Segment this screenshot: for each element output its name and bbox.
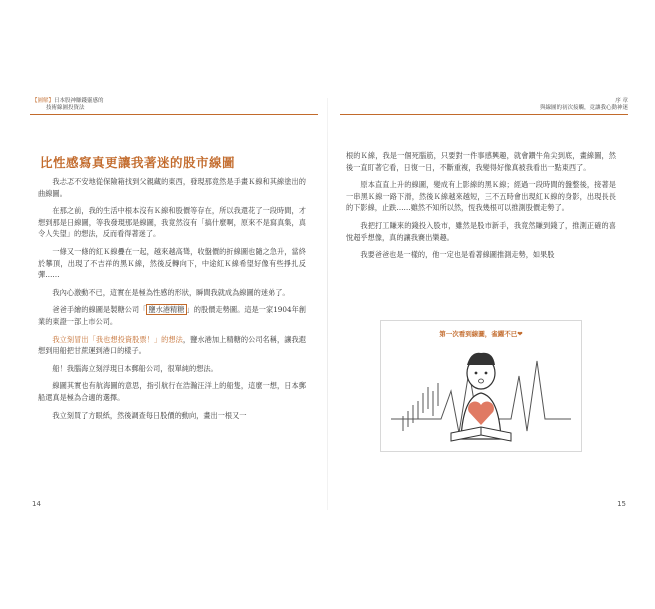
- left-header-rule: [30, 114, 318, 115]
- left-eye: [475, 372, 478, 375]
- header-line2: 技術線圖投資法: [46, 105, 85, 111]
- left-paragraph-8: 線圖其實也有航海圖的意思，指引航行在浩瀚汪洋上的船隻，這麼一想，日本郵船還真是極為合適的選擇。: [38, 381, 306, 402]
- highlight-phrase: 我立刻冒出「我也想投資股票！」的想法: [52, 334, 183, 344]
- header-subtitle: 與線圖的初次接觸，竟讓我心動神迷: [539, 105, 628, 111]
- header-chapter: 序 章: [615, 98, 628, 104]
- left-paragraph-5: 爸爸手繪的線圖是製糖公司「 鹽水港精糖 」的股價走勢圖。這是一家1904年創業的東證一部上市公司。: [38, 305, 306, 326]
- left-paragraph-4: 我內心激動不已，這實在是極為性感的形狀，瞬間我就成為線圖的迷弟了。: [52, 287, 290, 297]
- left-page: [30, 98, 318, 508]
- book-gutter: [327, 98, 328, 510]
- right-paragraph-3: 我把打工賺來的錢投入股市，雖然是股市新手，我竟然賺到錢了，推測正確的喜悅超乎想像，真的讓我賽出樂趣。: [346, 220, 616, 242]
- left-paragraph-3: 一條又一條的紅Ｋ線疊在一起，越來越高聳，收盤價的折線圖也隨之急升，當終於攀頂，出現了不吉祥的黑Ｋ線，然後反轉向下，中途紅Ｋ線希望好像有些掙扎反彈……: [38, 246, 306, 280]
- illustration-caption: 第一次看到線圖，雀躍不已❤: [439, 330, 523, 338]
- left-paragraph-9: 我立刻買了方眼紙，然後調查每日股價的動向，畫出一根又一: [52, 410, 247, 420]
- header-line1: 日本股神賺錢靈感的: [54, 98, 104, 104]
- header-tag: 【圖解】: [32, 98, 55, 104]
- right-paragraph-1: 根的Ｋ線，我是一個死腦筋，只要對一件事感興趣，就會鑽牛角尖到底，畫線圖，然後一直盯著它看，日復一日，不斷重複，我變得好像真被我看出一點東西了。: [346, 151, 616, 172]
- left-paragraph-6: 我立刻冒出「我也想投資股票！」的想法，鹽水港加上精糖的公司名稱，讓我遐想到用船把甘蔗運到港口的樣子。: [38, 334, 306, 356]
- right-running-header: [540, 98, 628, 112]
- left-running-header: [32, 98, 104, 112]
- boxed-company-name: 鹽水港精糖: [148, 305, 185, 315]
- right-header-rule: [340, 114, 628, 115]
- left-page-number: 14: [32, 500, 41, 508]
- right-eye: [485, 372, 488, 375]
- illustration-frame: [380, 320, 582, 452]
- candlestick-doodles: [403, 383, 438, 431]
- section-title: 比性感寫真更讓我著迷的股市線圖: [40, 155, 236, 170]
- right-body-text: [346, 150, 616, 267]
- man-reading-chart-illustration: [381, 321, 581, 451]
- left-paragraph-2: 在那之前，我的生活中根本沒有Ｋ線和股價等存在，所以我還花了一段時間，才想到那是日線圖，等我發現那是線圖，我竟然沒有「搞什麼啊，原來不是寫真集，真令人失望」的想法，反而看得著迷了。: [38, 206, 306, 239]
- right-paragraph-2: 原本直直上升的線圖，變成有上影線的黑Ｋ線；經過一段時間的盤整後，接著是一串黑Ｋ線一路下滑，然後Ｋ線越來越短，三不五時會出現紅Ｋ線的身影，出現長長的下影線，止跌……雖然不知所以然，恆我幾根可以推測股價走勢了。: [346, 180, 616, 213]
- left-paragraph-1: 我忐忑不安地從保險箱找到父親藏的東西，發現那竟然是手畫Ｋ線和其線塗出的曲線圖。: [38, 177, 306, 198]
- left-paragraph-7: 船！我腦海立刻浮現日本郵船公司，很單純的想法。: [52, 363, 218, 373]
- right-paragraph-4: 我要爸爸也是一樣的，他一定也是看著線圖推測走勢，如果股: [360, 250, 555, 260]
- right-page: [340, 98, 628, 508]
- hair: [467, 353, 495, 365]
- right-page-number: 15: [617, 500, 626, 508]
- left-body-text: [38, 176, 306, 427]
